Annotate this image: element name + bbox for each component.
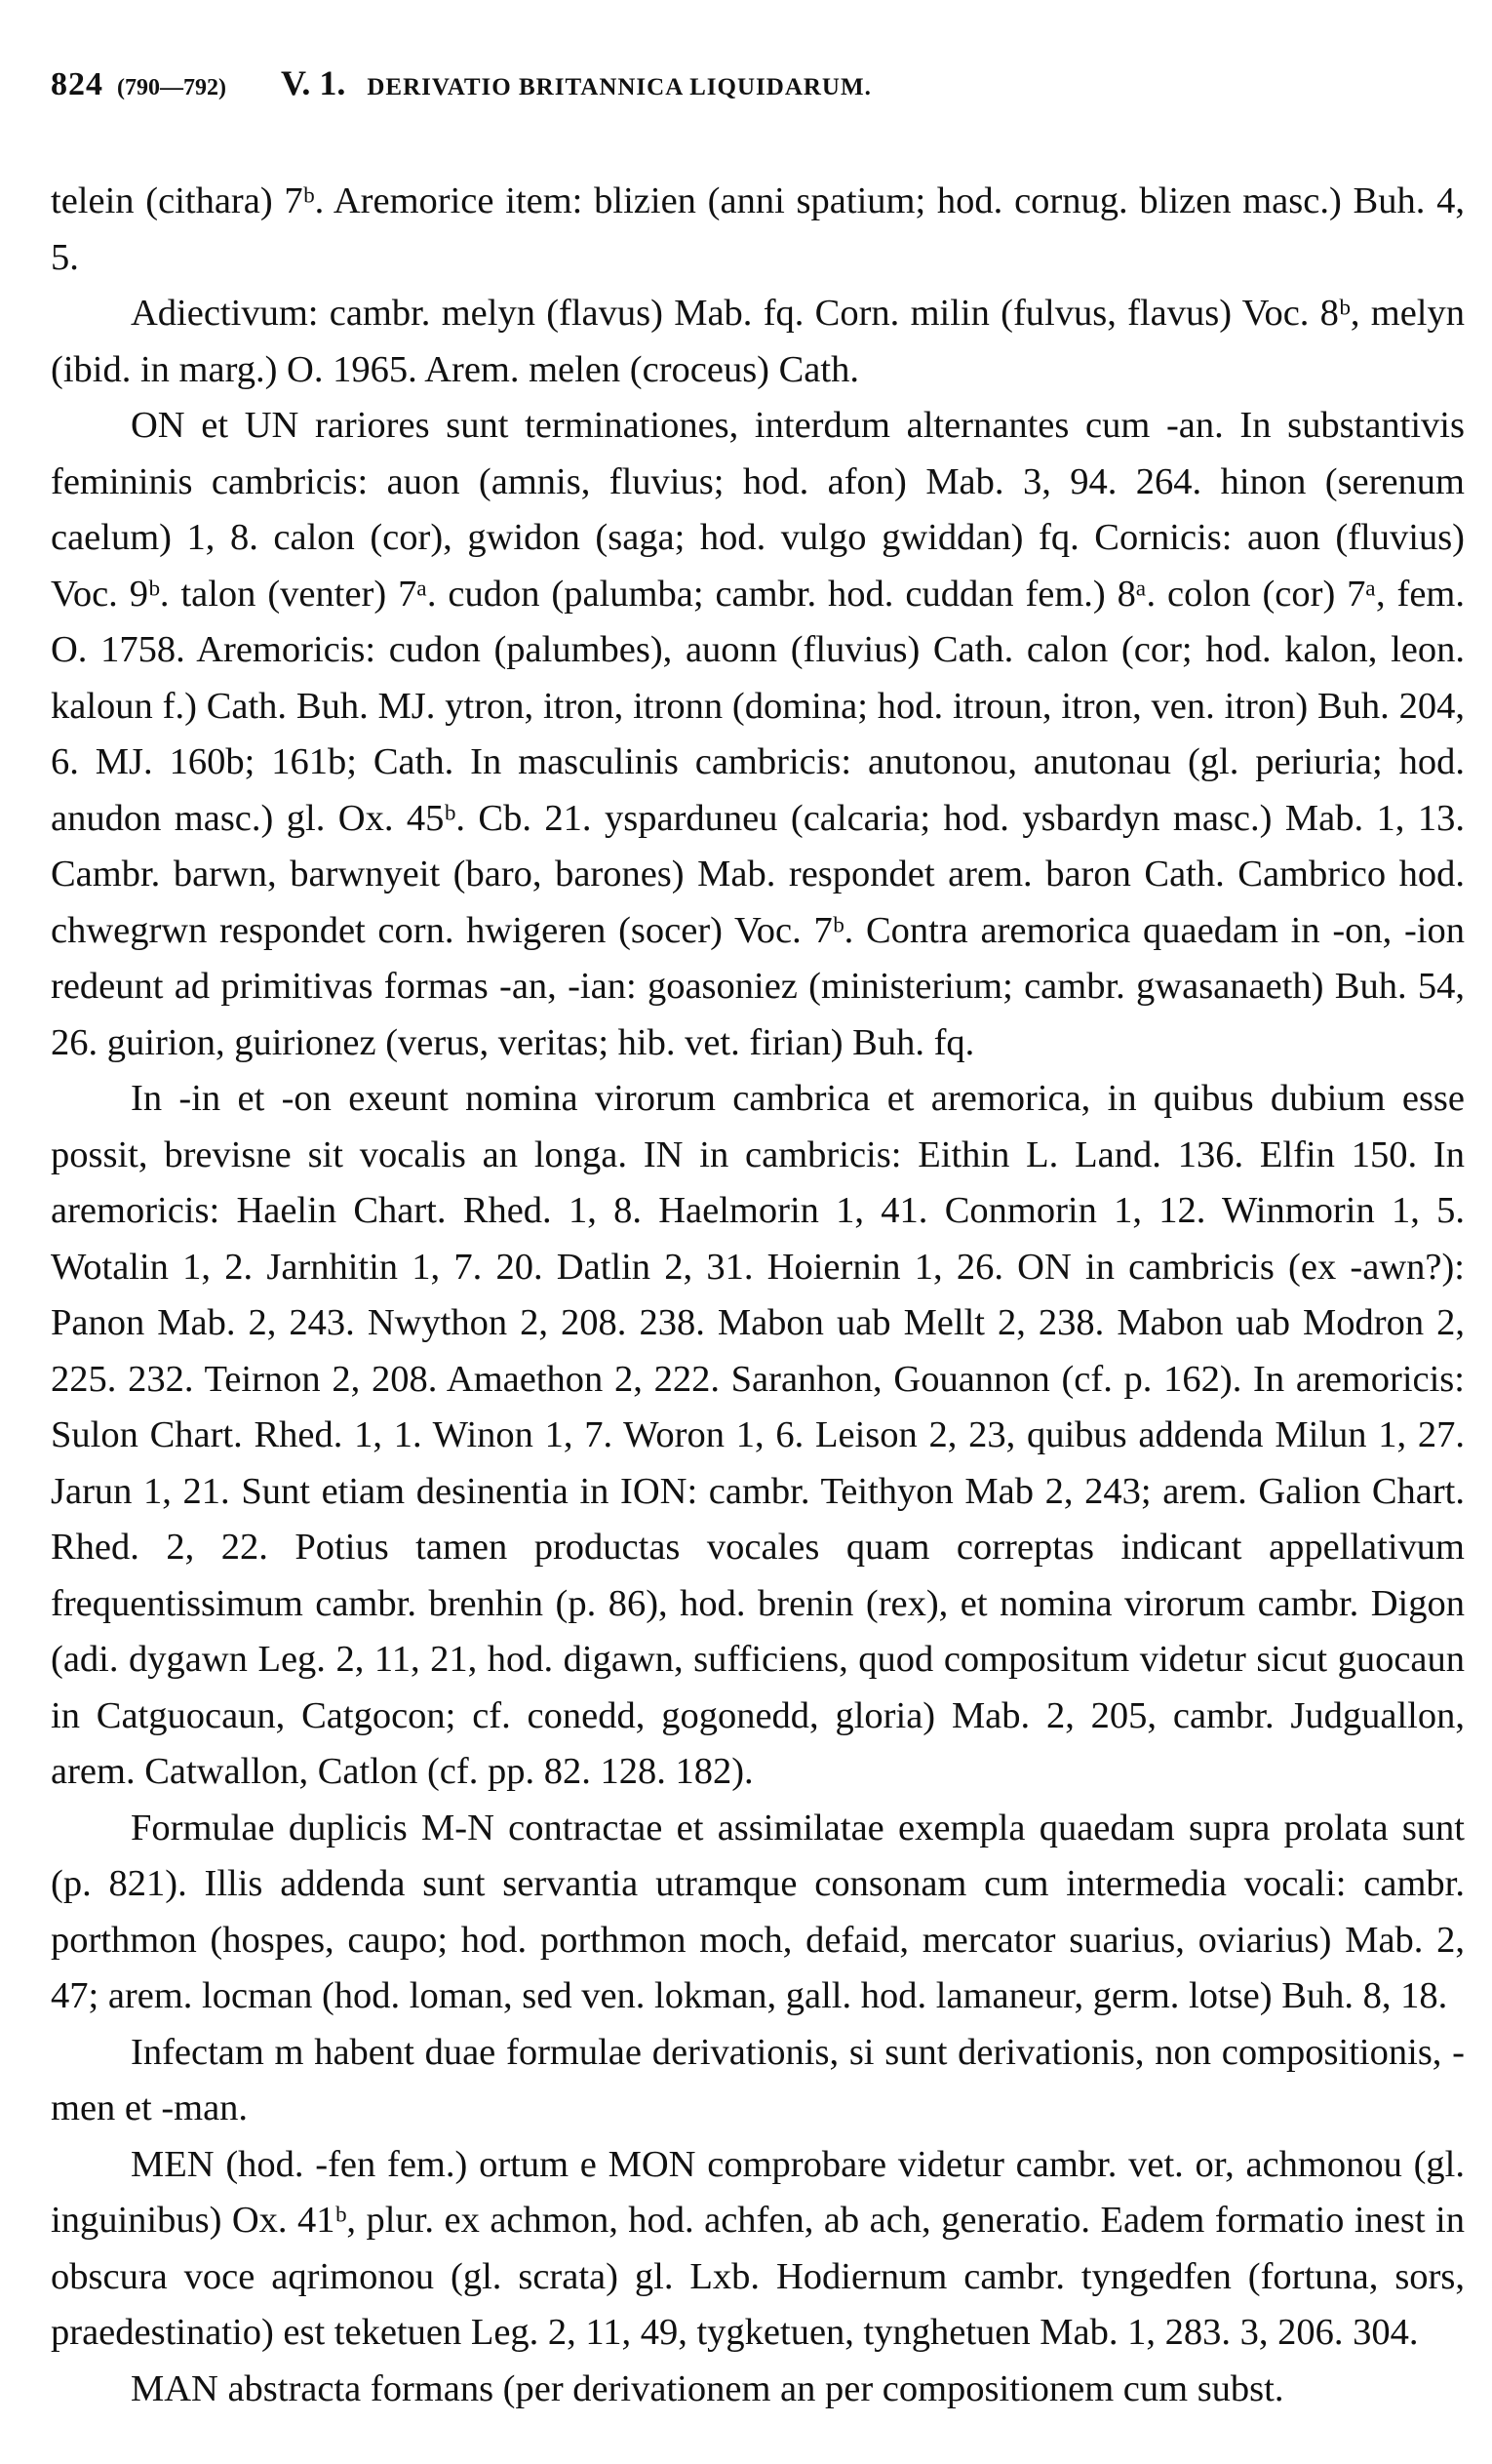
paragraph-7: MEN (hod. -fen fem.) ortum e MON comprobare videtur cambr. vet. or, achmonou (gl. inguinibus) Ox. 41ᵇ, plur. ex achmon, hod. achfen, ab ach, generatio. Eadem formatio inest in obscura voce aqrimonou (gl. scrata) gl. Lxb. Hodiernum cambr. tyngedfen (fortuna, sors, praedestinatio) est teketuen Leg. 2, 11, 49, tygketuen, tynghetuen Mab. 1, 283. 3, 206. 304. — [51, 2143, 1465, 2353]
section-range: (790—792) — [117, 75, 226, 100]
page-number: 824 — [51, 66, 103, 102]
paragraph-4: In -in et -on exeunt nomina virorum cambrica et aremorica, in quibus dubium esse possit, brevisne sit vocalis an longa. IN in cambricis: Eithin L. Land. 136. Elfin 150. In aremoricis: Haelin Chart. Rhed. 1, 8. Haelmorin 1, 41. Conmorin 1, 12. Winmorin 1, 5. Wotalin 1, 2. Jarnhitin 1, 7. 20. Datlin 2, 31. Hoiernin 1, 26. ON in cambricis (ex -awn?): Panon Mab. 2, 243. Nwython 2, 208. 238. Mabon uab Mellt 2, 238. Mabon uab Modron 2, 225. 232. Teirnon 2, 208. Amaethon 2, 222. Saranhon, Gouannon (cf. p. 162). In aremoricis: Sulon Chart. Rhed. 1, 1. Winon 1, 7. Woron 1, 6. Leison 2, 23, quibus addenda Milun 1, 27. Jarun 1, 21. Sunt etiam desinentia in ION: cambr. Teithyon Mab 2, 243; arem. Galion Chart. Rhed. 2, 22. Potius tamen productas vocales quam correptas indicant appellativum frequentissimum cambr. brenhin (p. 86), hod. brenin (rex), et nomina virorum cambr. Digon (adi. dygawn Leg. 2, 11, 21, hod. digawn, sufficiens, quod compositum videtur sicut guocaun in Catguocaun, Catgocon; cf. conedd, gogonedd, gloria) Mab. 2, 205, cambr. Judguallon, arem. Catwallon, Catlon (cf. pp. 82. 128. 182). — [51, 1078, 1465, 1792]
paragraph-5: Formulae duplicis M-N contractae et assimilatae exempla quaedam supra prolata sunt (p. 821). Illis addenda sunt servantia utramque consonam cum intermedia vocali: cambr. porthmon (hospes, caupo; hod. porthmon moch, defaid, mercator suarius, oviarius) Mab. 2, 47; arem. locman (hod. loman, sed ven. lokman, gall. hod. lamaneur, germ. lotse) Buh. 8, 18. — [51, 1807, 1465, 2016]
paragraph-1: telein (cithara) 7ᵇ. Aremorice item: blizien (anni spatium; hod. cornug. blizen masc.) Buh. 4, 5. — [51, 180, 1465, 278]
paragraph-3: ON et UN rariores sunt terminationes, interdum alternantes cum -an. In substantivis femininis cambricis: auon (amnis, fluvius; hod. afon) Mab. 3, 94. 264. hinon (serenum caelum) 1, 8. calon (cor), gwidon (saga; hod. vulgo gwiddan) fq. Cornicis: auon (fluvius) Voc. 9ᵇ. talon (venter) 7ᵃ. cudon (palumba; cambr. hod. cuddan fem.) 8ᵃ. colon (cor) 7ᵃ, fem. O. 1758. Aremoricis: cudon (palumbes), auonn (fluvius) Cath. calon (cor; hod. kalon, leon. kaloun f.) Cath. Buh. MJ. ytron, itron, itronn (domina; hod. itroun, itron, ven. itron) Buh. 204, 6. MJ. 160b; 161b; Cath. In masculinis cambricis: anutonou, anutonau (gl. periuria; hod. anudon masc.) gl. Ox. 45ᵇ. Cb. 21. ysparduneu (calcaria; hod. ysbardyn masc.) Mab. 1, 13. Cambr. barwn, barwnyeit (baro, barones) Mab. respondet arem. baron Cath. Cambrico hod. chwegrwn respondet corn. hwigeren (socer) Voc. 7ᵇ. Contra aremorica quaedam in -on, -ion redeunt ad primitivas formas -an, -ian: goasoniez (ministerium; cambr. gwasanaeth) Buh. 54, 26. guirion, guirionez (verus, veritas; hib. vet. firian) Buh. fq. — [51, 405, 1465, 1063]
running-head — [51, 62, 1465, 123]
paragraph-6: Infectam m habent duae formulae derivationis, si sunt derivationis, non compositionis, -men et -man. — [51, 2031, 1465, 2128]
paragraph-2: Adiectivum: cambr. melyn (flavus) Mab. fq. Corn. milin (fulvus, flavus) Voc. 8ᵇ, melyn (ibid. in marg.) O. 1965. Arem. melen (croceus) Cath. — [51, 293, 1465, 390]
paragraph-8: MAN abstracta formans (per derivationem an per compositionem cum subst. — [131, 2367, 1284, 2409]
volume-label: V. 1. — [280, 63, 346, 102]
running-title: DERIVATIO BRITANNICA LIQUIDARUM. — [367, 74, 872, 100]
body-text — [51, 174, 1465, 2417]
